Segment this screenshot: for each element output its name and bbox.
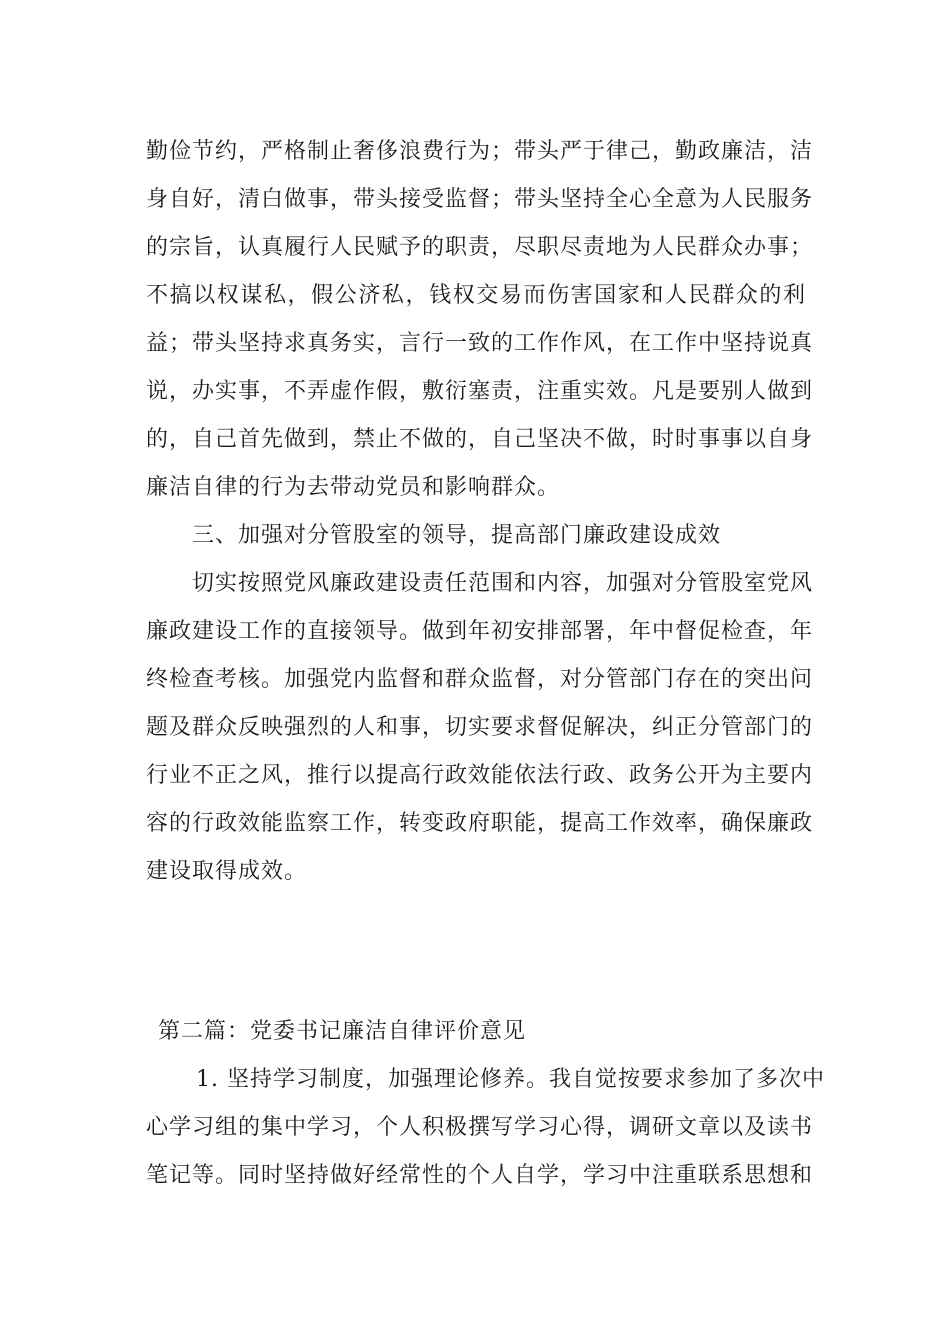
text-line: 益；带头坚持求真务实，言行一致的工作作风，在工作中坚持说真 [146,331,814,356]
document-page [146,128,825,1200]
text-line: 题及群众反映强烈的人和事，切实要求督促解决，纠正分管部门的 [146,715,814,740]
text-line: 切实按照党风廉政建设责任范围和内容，加强对分管股室党风 [192,571,814,596]
text-line: 容的行政效能监察工作，转变政府职能，提高工作效率，确保廉政 [146,811,814,836]
text-line: 廉政建设工作的直接领导。做到年初安排部署，年中督促检查，年 [146,619,814,644]
text-line: 心学习组的集中学习，个人积极撰写学习心得，调研文章以及读书 [146,1115,814,1140]
part-title: 第二篇：党委书记廉洁自律评价意见 [158,1019,527,1044]
text-line: 建设取得成效。 [146,859,308,884]
text-line: 1. 坚持学习制度，加强理论修养。我自觉按要求参加了多次中 [196,1067,825,1092]
section-heading: 三、加强对分管股室的领导，提高部门廉政建设成效 [192,523,722,548]
text-line: 身自好，清白做事，带头接受监督；带头坚持全心全意为人民服务 [146,187,814,212]
text-line: 说，办实事，不弄虚作假，敷衍塞责，注重实效。凡是要别人做到 [146,379,814,404]
text-line: 笔记等。同时坚持做好经常性的个人自学，学习中注重联系思想和 [146,1163,814,1188]
text-line: 不搞以权谋私，假公济私，钱权交易而伤害国家和人民群众的利 [146,283,806,308]
text-line: 勤俭节约，严格制止奢侈浪费行为；带头严于律己，勤政廉洁，洁 [146,139,814,164]
spacer [146,896,806,1008]
text-line: 的宗旨，认真履行人民赋予的职责，尽职尽责地为人民群众办事； [146,235,814,260]
paragraph-continued [146,128,814,512]
text-line: 行业不正之风，推行以提高行政效能依法行政、政务公开为主要内 [146,763,814,788]
text-line: 的，自己首先做到，禁止不做的，自己坚决不做，时时事事以自身 [146,427,814,452]
text-line: 终检查考核。加强党内监督和群众监督，对分管部门存在的突出问 [146,667,814,692]
part-paragraph [146,1056,825,1200]
text-line: 廉洁自律的行为去带动党员和影响群众。 [146,475,561,500]
section-paragraph [146,560,814,896]
